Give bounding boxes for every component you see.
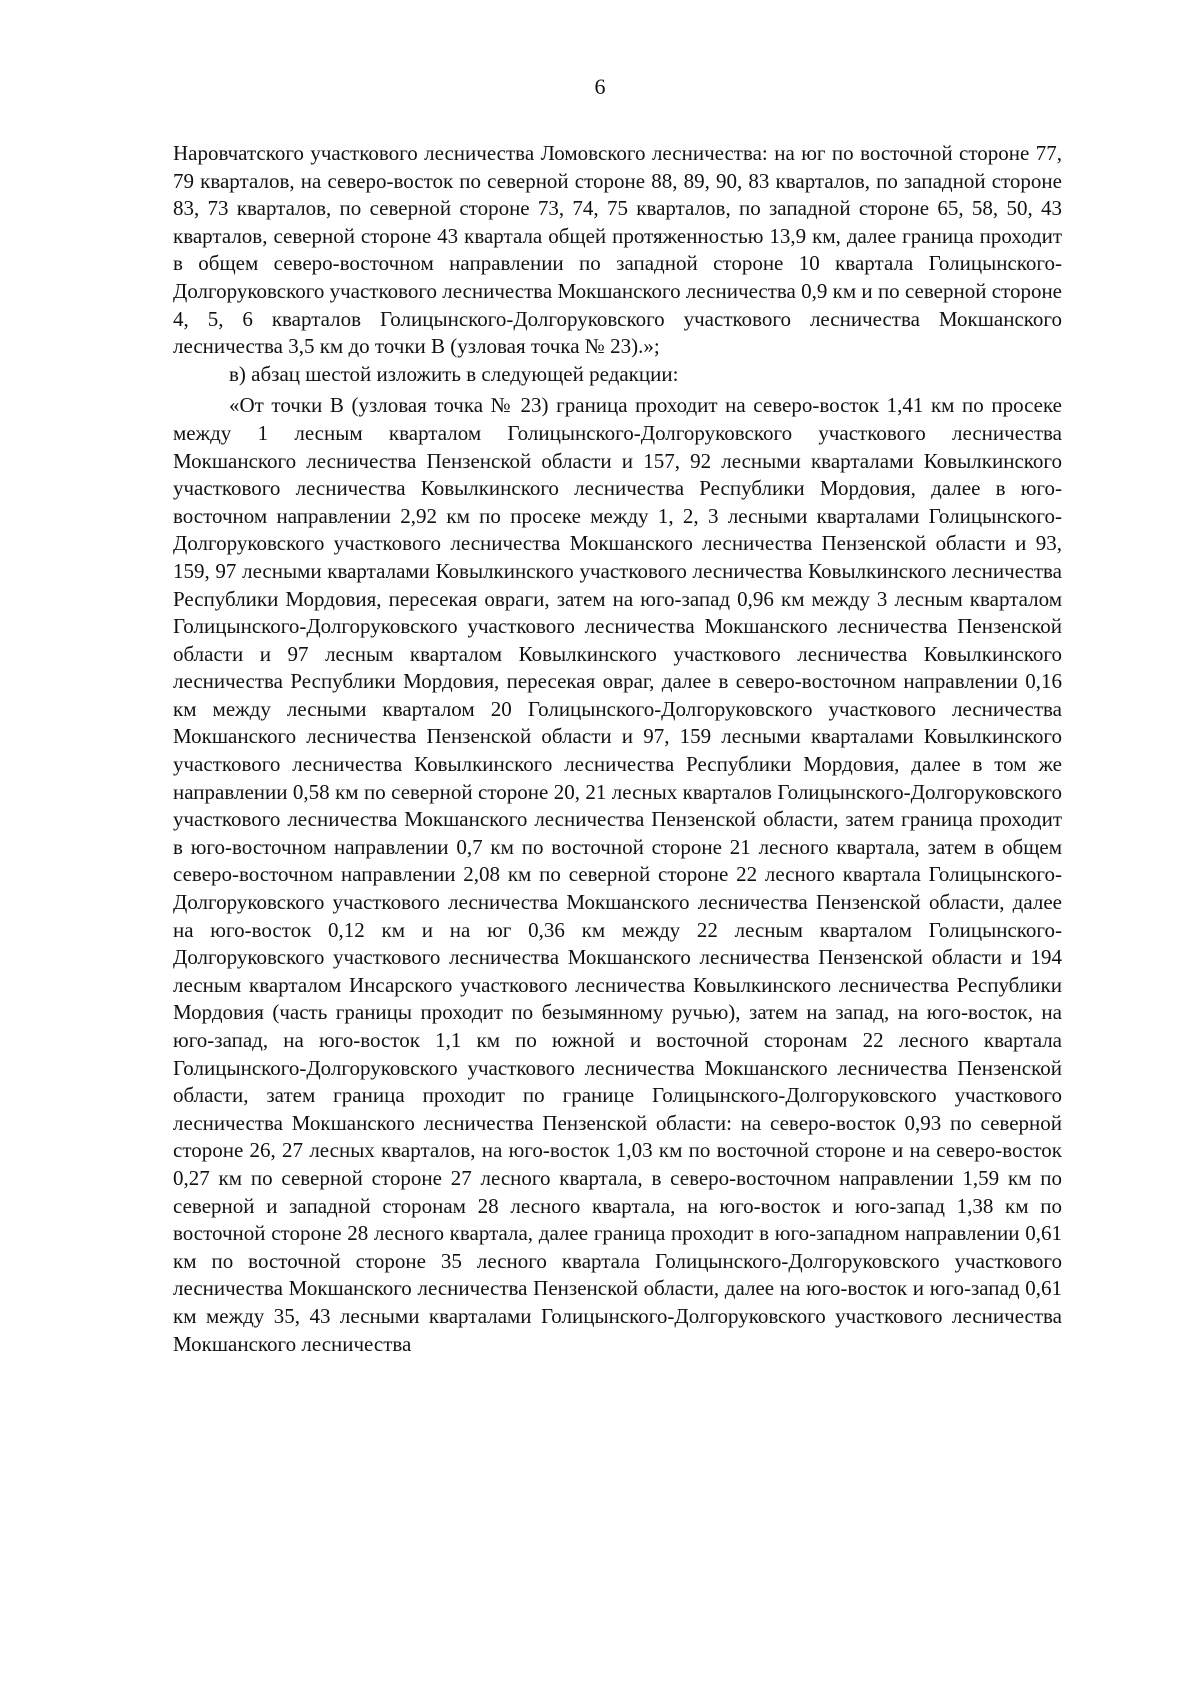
page-number: 6	[594, 74, 606, 99]
paragraph-amendment-heading: в) абзац шестой изложить в следующей редакции:	[229, 361, 679, 386]
paragraph-boundary-description: «От точки В (узловая точка № 23) граница проходит на северо-восток 1,41 км по просеке между 1 лесным кварталом Голицынского-Долгоруковского участкового лесничества Мокшанского лесничества Пензенской области и 157, 92 лесными кварталами Ковылкинского участкового лесничества Ковылкинского лесничества Республики Мордовия, далее в юго-восточном направлении 2,92 км по просеке между 1, 2, 3 лесными кварталами Голицынского-Долгоруковского участкового лесничества Мокшанского лесничества Пензенской области и 93, 159, 97 лесными кварталами Ковылкинского участкового лесничества Ковылкинского лесничества Республики Мордовия, пересекая овраги, затем на юго-запад 0,96 км между 3 лесным кварталом Голицынского-Долгоруковского участкового лесничества Мокшанского лесничества Пензенской области и 97 лесным кварталом Ковылкинского участкового лесничества Ковылкинского лесничества Республики Мордовия, пересекая овраг, далее в северо-восточном направлении 0,16 км между лесными кварталом 20 Голицынского-Долгоруковского участкового лесничества Мокшанского лесничества Пензенской области и 97, 159 лесными кварталами Ковылкинского участкового лесничества Ковылкинского лесничества Республики Мордовия, далее в том же направлении 0,58 км по северной стороне 20, 21 лесных кварталов Голицынского-Долгоруковского участкового лесничества Мокшанского лесничества Пензенской области, затем граница проходит в юго-восточном направлении 0,7 км по восточной стороне 21 лесного квартала, затем в общем северо-восточном направлении 2,08 км по северной стороне 22 лесного квартала Голицынского-Долгоруковского участкового лесничества Мокшанского лесничества Пензенской области, далее на юго-восток 0,12 км и на юг 0,36 км между 22 лесным кварталом Голицынского-Долгоруковского участкового лесничества Мокшанского лесничества Пензенской области и 194 лесным кварталом Инсарского участкового лесничества Ковылкинского лесничества Республики Мордовия (часть границы проходит по безымянному ручью), затем на запад, на юго-восток, на юго-запад, на юго-восток 1,1 км по южной и восточной сторонам 22 лесного квартала Голицынского-Долгоруковского участкового лесничества Мокшанского лесничества Пензенской области, затем граница проходит по границе Голицынского-Долгоруковского участкового лесничества Мокшанского лесничества Пензенской области: на северо-восток 0,93 по северной стороне 26, 27 лесных кварталов, на юго-восток 1,03 км по восточной стороне и на северо-восток 0,27 км по северной стороне 27 лесного квартала, в северо-восточном направлении 1,59 км по северной и западной сторонам 28 лесного квартала, на юго-восток и юго-запад 1,38 км по восточной стороне 28 лесного квартала, далее граница проходит в юго-западном направлении 0,61 км по восточной стороне 35 лесного квартала Голицынского-Долгоруковского участкового лесничества Мокшанского лесничества Пензенской области, далее на юго-восток и юго-запад 0,61 км между 35, 43 лесными кварталами Голицынского-Долгоруковского участкового лесничества Мокшанского лесничества	[173, 393, 1062, 1356]
document-body	[173, 140, 1062, 1358]
paragraph-continuation: Наровчатского участкового лесничества Ломовского лесничества: на юг по восточной стороне 77, 79 кварталов, на северо-восток по северной стороне 88, 89, 90, 83 кварталов, по западной стороне 83, 73 кварталов, по северной стороне 73, 74, 75 кварталов, по западной стороне 65, 58, 50, 43 кварталов, северной стороне 43 квартала общей протяженностью 13,9 км, далее граница проходит в общем северо-восточном направлении по западной стороне 10 квартала Голицынского-Долгоруковского участкового лесничества Мокшанского лесничества 0,9 км и по северной стороне 4, 5, 6 кварталов Голицынского-Долгоруковского участкового лесничества Мокшанского лесничества 3,5 км до точки В (узловая точка № 23).»;	[173, 141, 1062, 359]
